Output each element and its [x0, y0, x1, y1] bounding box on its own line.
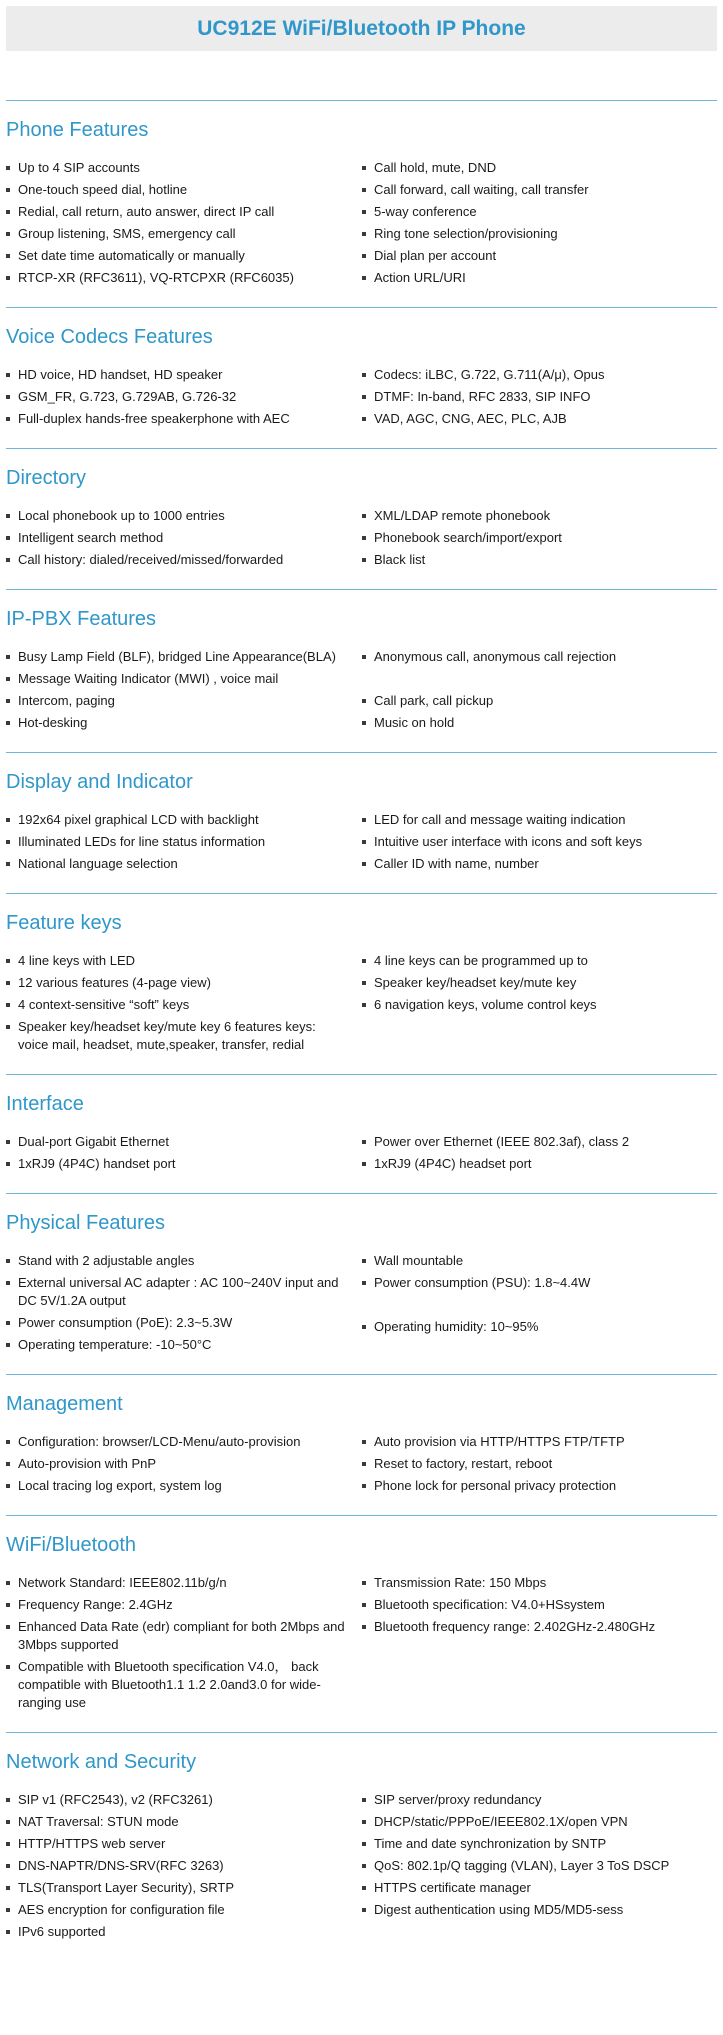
left-feature-list	[6, 1133, 348, 1177]
spec-sheet	[6, 100, 717, 1961]
right-feature-list	[362, 1252, 717, 1358]
feature-item: Group listening, SMS, emergency call	[6, 225, 348, 243]
feature-item: NAT Traversal: STUN mode	[6, 1813, 348, 1831]
feature-columns	[6, 1791, 717, 1945]
right-feature-list	[362, 648, 717, 736]
feature-item: 1xRJ9 (4P4C) headset port	[362, 1155, 717, 1173]
feature-item: Call forward, call waiting, call transfer	[362, 181, 717, 199]
feature-item: HD voice, HD handset, HD speaker	[6, 366, 348, 384]
feature-item: Bluetooth specification: V4.0+HSsystem	[362, 1596, 717, 1614]
feature-item: National language selection	[6, 855, 348, 873]
feature-item: RTCP-XR (RFC3611), VQ-RTCPXR (RFC6035)	[6, 269, 348, 287]
row-spacer	[362, 1296, 717, 1314]
feature-columns	[6, 648, 717, 736]
feature-item: 5-way conference	[362, 203, 717, 221]
feature-item: Hot-desking	[6, 714, 348, 732]
feature-item: Power over Ethernet (IEEE 802.3af), class 2	[362, 1133, 717, 1151]
section-heading: Feature keys	[6, 912, 122, 934]
feature-item: Call hold, mute, DND	[362, 159, 717, 177]
left-feature-list	[6, 1791, 348, 1945]
feature-item: Message Waiting Indicator (MWI) , voice mail	[6, 670, 348, 688]
feature-item: 6 navigation keys, volume control keys	[362, 996, 717, 1014]
feature-item: Operating temperature: -10~50°C	[6, 1336, 348, 1354]
feature-item: Configuration: browser/LCD-Menu/auto-provision	[6, 1433, 348, 1451]
feature-item: Music on hold	[362, 714, 717, 732]
feature-item: SIP v1 (RFC2543), v2 (RFC3261)	[6, 1791, 348, 1809]
feature-item: Auto-provision with PnP	[6, 1455, 348, 1473]
feature-columns	[6, 952, 717, 1058]
feature-item: LED for call and message waiting indication	[362, 811, 717, 829]
right-feature-list	[362, 507, 717, 573]
feature-item: Intuitive user interface with icons and soft keys	[362, 833, 717, 851]
section-heading: Display and Indicator	[6, 771, 193, 793]
left-feature-list	[6, 1574, 348, 1716]
feature-item: Redial, call return, auto answer, direct IP call	[6, 203, 348, 221]
right-feature-list	[362, 811, 717, 877]
feature-item: Up to 4 SIP accounts	[6, 159, 348, 177]
feature-item: DTMF: In-band, RFC 2833, SIP INFO	[362, 388, 717, 406]
feature-item: Time and date synchronization by SNTP	[362, 1835, 717, 1853]
feature-item: Stand with 2 adjustable angles	[6, 1252, 348, 1270]
feature-item: Wall mountable	[362, 1252, 717, 1270]
feature-item: Caller ID with name, number	[362, 855, 717, 873]
right-feature-list	[362, 159, 717, 291]
feature-columns	[6, 159, 717, 291]
feature-item: 12 various features (4-page view)	[6, 974, 348, 992]
feature-item: Transmission Rate: 150 Mbps	[362, 1574, 717, 1592]
feature-item: Intelligent search method	[6, 529, 348, 547]
feature-item: Enhanced Data Rate (edr) compliant for both 2Mbps and 3Mbps supported	[6, 1618, 348, 1654]
feature-item: Auto provision via HTTP/HTTPS FTP/TFTP	[362, 1433, 717, 1451]
section-heading: Network and Security	[6, 1751, 197, 1773]
feature-item: Speaker key/headset key/mute key	[362, 974, 717, 992]
right-feature-list	[362, 366, 717, 432]
left-feature-list	[6, 648, 348, 736]
left-feature-list	[6, 507, 348, 573]
spec-section	[6, 1732, 717, 1961]
feature-item: Power consumption (PoE): 2.3~5.3W	[6, 1314, 348, 1332]
left-feature-list	[6, 1252, 348, 1358]
feature-item: Ring tone selection/provisioning	[362, 225, 717, 243]
feature-item: Call history: dialed/received/missed/forwarded	[6, 551, 348, 569]
feature-item: Codecs: iLBC, G.722, G.711(A/μ), Opus	[362, 366, 717, 384]
feature-item: Phonebook search/import/export	[362, 529, 717, 547]
spec-section	[6, 448, 717, 589]
section-heading: Voice Codecs Features	[6, 326, 213, 348]
left-feature-list	[6, 1433, 348, 1499]
feature-item: Reset to factory, restart, reboot	[362, 1455, 717, 1473]
feature-item: Black list	[362, 551, 717, 569]
section-heading: Directory	[6, 467, 87, 489]
feature-item: One-touch speed dial, hotline	[6, 181, 348, 199]
feature-item: Operating humidity: 10~95%	[362, 1318, 717, 1336]
feature-item: 4 context-sensitive “soft” keys	[6, 996, 348, 1014]
page-title: UC912E WiFi/Bluetooth IP Phone	[197, 16, 526, 40]
feature-item: Digest authentication using MD5/MD5-sess	[362, 1901, 717, 1919]
feature-item: Set date time automatically or manually	[6, 247, 348, 265]
feature-item: Compatible with Bluetooth specification V4.0， back compatible with Bluetooth1.1 1.2 2.0and3.0 for wide-ranging use	[6, 1658, 348, 1712]
section-heading: Management	[6, 1393, 123, 1415]
feature-columns	[6, 1574, 717, 1716]
feature-item: 192x64 pixel graphical LCD with backlight	[6, 811, 348, 829]
feature-item: QoS: 802.1p/Q tagging (VLAN), Layer 3 ToS DSCP	[362, 1857, 717, 1875]
feature-item: TLS(Transport Layer Security), SRTP	[6, 1879, 348, 1897]
feature-item: Busy Lamp Field (BLF), bridged Line Appearance(BLA)	[6, 648, 348, 666]
feature-item: DNS-NAPTR/DNS-SRV(RFC 3263)	[6, 1857, 348, 1875]
left-feature-list	[6, 366, 348, 432]
spec-section	[6, 1515, 717, 1732]
feature-item: Illuminated LEDs for line status information	[6, 833, 348, 851]
feature-item: AES encryption for configuration file	[6, 1901, 348, 1919]
right-feature-list	[362, 952, 717, 1058]
page-header	[6, 6, 717, 51]
feature-item: External universal AC adapter : AC 100~240V input and DC 5V/1.2A output	[6, 1274, 348, 1310]
spec-section	[6, 589, 717, 752]
section-heading: Physical Features	[6, 1212, 165, 1234]
feature-item: Action URL/URI	[362, 269, 717, 287]
section-heading: IP-PBX Features	[6, 608, 157, 630]
feature-item: DHCP/static/PPPoE/IEEE802.1X/open VPN	[362, 1813, 717, 1831]
row-spacer	[362, 670, 717, 688]
feature-item: Power consumption (PSU): 1.8~4.4W	[362, 1274, 717, 1292]
feature-columns	[6, 507, 717, 573]
feature-item: Speaker key/headset key/mute key 6 features keys: voice mail, headset, mute,speaker, transfer, redial	[6, 1018, 348, 1054]
feature-item: 4 line keys with LED	[6, 952, 348, 970]
feature-columns	[6, 1252, 717, 1358]
feature-item: Dual-port Gigabit Ethernet	[6, 1133, 348, 1151]
right-feature-list	[362, 1574, 717, 1716]
spec-section	[6, 752, 717, 893]
feature-item: 4 line keys can be programmed up to	[362, 952, 717, 970]
right-feature-list	[362, 1791, 717, 1945]
left-feature-list	[6, 952, 348, 1058]
feature-item: Full-duplex hands-free speakerphone with AEC	[6, 410, 348, 428]
feature-item: XML/LDAP remote phonebook	[362, 507, 717, 525]
spec-section	[6, 1374, 717, 1515]
feature-item: Local phonebook up to 1000 entries	[6, 507, 348, 525]
feature-item: IPv6 supported	[6, 1923, 348, 1941]
feature-item: Frequency Range: 2.4GHz	[6, 1596, 348, 1614]
spec-section	[6, 1193, 717, 1374]
feature-item: Call park, call pickup	[362, 692, 717, 710]
section-heading: Phone Features	[6, 119, 149, 141]
feature-item: Dial plan per account	[362, 247, 717, 265]
feature-item: VAD, AGC, CNG, AEC, PLC, AJB	[362, 410, 717, 428]
feature-item: Phone lock for personal privacy protection	[362, 1477, 717, 1495]
feature-item: HTTP/HTTPS web server	[6, 1835, 348, 1853]
left-feature-list	[6, 811, 348, 877]
feature-columns	[6, 1433, 717, 1499]
feature-columns	[6, 811, 717, 877]
feature-item: SIP server/proxy redundancy	[362, 1791, 717, 1809]
feature-item: Intercom, paging	[6, 692, 348, 710]
section-heading: Interface	[6, 1093, 84, 1115]
feature-item: Network Standard: IEEE802.11b/g/n	[6, 1574, 348, 1592]
feature-columns	[6, 1133, 717, 1177]
feature-item: GSM_FR, G.723, G.729AB, G.726-32	[6, 388, 348, 406]
feature-item: HTTPS certificate manager	[362, 1879, 717, 1897]
feature-item: Bluetooth frequency range: 2.402GHz-2.480GHz	[362, 1618, 717, 1636]
right-feature-list	[362, 1133, 717, 1177]
feature-item: Local tracing log export, system log	[6, 1477, 348, 1495]
feature-item: 1xRJ9 (4P4C) handset port	[6, 1155, 348, 1173]
spec-section	[6, 893, 717, 1074]
spec-section	[6, 307, 717, 448]
feature-columns	[6, 366, 717, 432]
section-heading: WiFi/Bluetooth	[6, 1534, 137, 1556]
feature-item: Anonymous call, anonymous call rejection	[362, 648, 717, 666]
right-feature-list	[362, 1433, 717, 1499]
left-feature-list	[6, 159, 348, 291]
spec-section	[6, 1074, 717, 1193]
spec-section	[6, 100, 717, 307]
